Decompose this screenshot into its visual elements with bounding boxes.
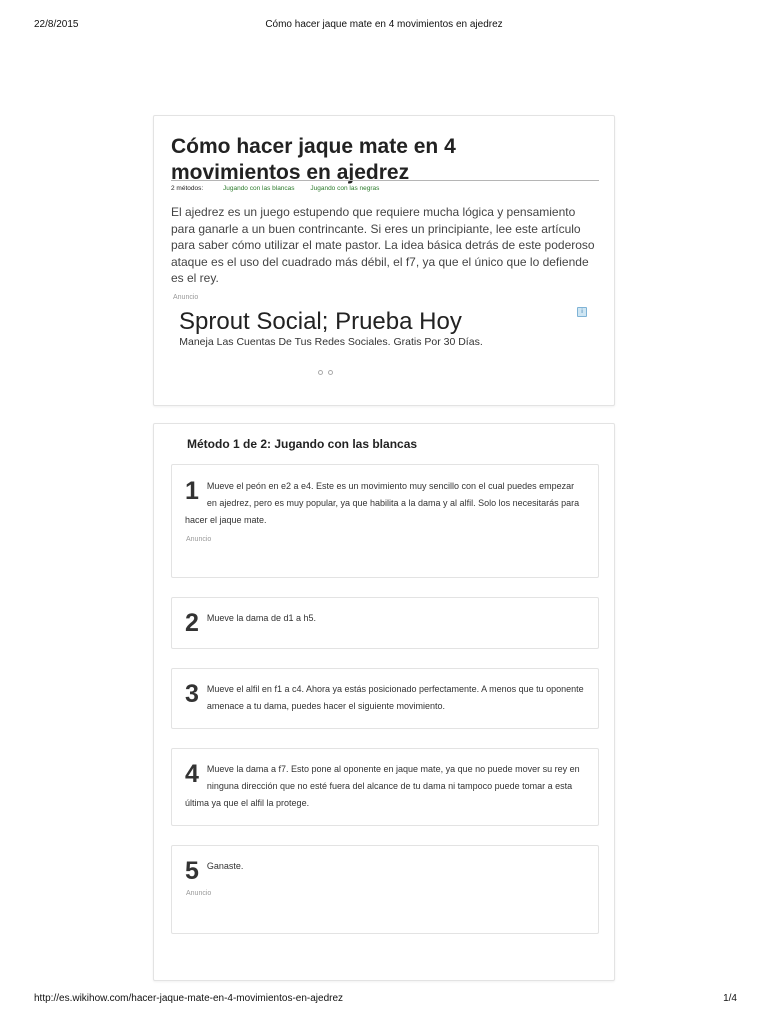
step-2 xyxy=(171,597,599,649)
step-ad-label: Anuncio xyxy=(186,890,212,897)
method-card xyxy=(153,423,615,981)
info-icon[interactable]: i xyxy=(577,307,587,317)
step-number: 4 xyxy=(185,760,199,788)
print-url: http://es.wikihow.com/hacer-jaque-mate-en-4-movimientos-en-ajedrez xyxy=(34,993,344,1004)
step-3 xyxy=(171,668,599,729)
step-1 xyxy=(171,464,599,578)
intro-card xyxy=(153,115,615,406)
page-number: 1/4 xyxy=(723,993,737,1004)
ad-carousel-dots xyxy=(318,362,338,380)
ad-dot[interactable] xyxy=(318,370,323,375)
step-text: Mueve el peón en e2 a e4. Este es un movimiento muy sencillo con el cual puedes empezar en ajedrez, pero es muy popular, ya que habilita a la dama y al alfil. Solo los necesitarás para hacer el jaque mate. xyxy=(185,481,580,525)
ad-title[interactable]: Sprout Social; Prueba Hoy xyxy=(179,308,462,335)
step-number: 2 xyxy=(185,609,199,637)
ad-block[interactable] xyxy=(171,306,599,376)
step-number: 3 xyxy=(185,680,199,708)
ad-dot[interactable] xyxy=(328,370,333,375)
methods-bar xyxy=(171,185,379,192)
step-4 xyxy=(171,748,599,826)
print-doc-title: Cómo hacer jaque mate en 4 movimientos en ajedrez xyxy=(265,19,503,30)
step-text: Ganaste. xyxy=(206,861,244,871)
step-ad-label: Anuncio xyxy=(186,536,212,543)
article-title: Cómo hacer jaque mate en 4 movimientos en ajedrez xyxy=(171,135,456,184)
step-text: Mueve la dama de d1 a h5. xyxy=(206,613,316,623)
method-title: Método 1 de 2: Jugando con las blancas xyxy=(187,437,418,451)
step-text: Mueve la dama a f7. Esto pone al oponente en jaque mate, ya que no puede mover su rey en ninguna dirección que no esté fuera del alcance de tu dama ni tampoco puede tomar a esta última ya que el alfil la protege. xyxy=(185,764,580,808)
print-date: 22/8/2015 xyxy=(34,19,79,30)
method-link-blancas[interactable]: Jugando con las blancas xyxy=(222,185,295,192)
step-5 xyxy=(171,845,599,934)
methods-label: 2 métodos: xyxy=(171,185,204,192)
step-number: 1 xyxy=(185,477,199,505)
ad-description[interactable]: Maneja Las Cuentas De Tus Redes Sociales. Gratis Por 30 Días. xyxy=(179,336,483,348)
step-text: Mueve el alfil en f1 a c4. Ahora ya estás posicionado perfectamente. A menos que tu oponente amenace a tu dama, puedes hacer el siguiente movimiento. xyxy=(206,684,584,711)
title-divider xyxy=(171,180,599,181)
intro-paragraph: El ajedrez es un juego estupendo que requiere mucha lógica y pensamiento para ganarle a un buen contrincante. Si eres un principiante, lee este artículo para saber cómo utilizar el mate pastor. La idea básica detrás de este poderoso ataque es el uso del cuadrado más débil, el f7, ya que el único que lo defiende es el rey. xyxy=(171,205,595,285)
step-number: 5 xyxy=(185,857,199,885)
ad-label: Anuncio xyxy=(173,294,199,301)
method-link-negras[interactable]: Jugando con las negras xyxy=(310,185,380,192)
